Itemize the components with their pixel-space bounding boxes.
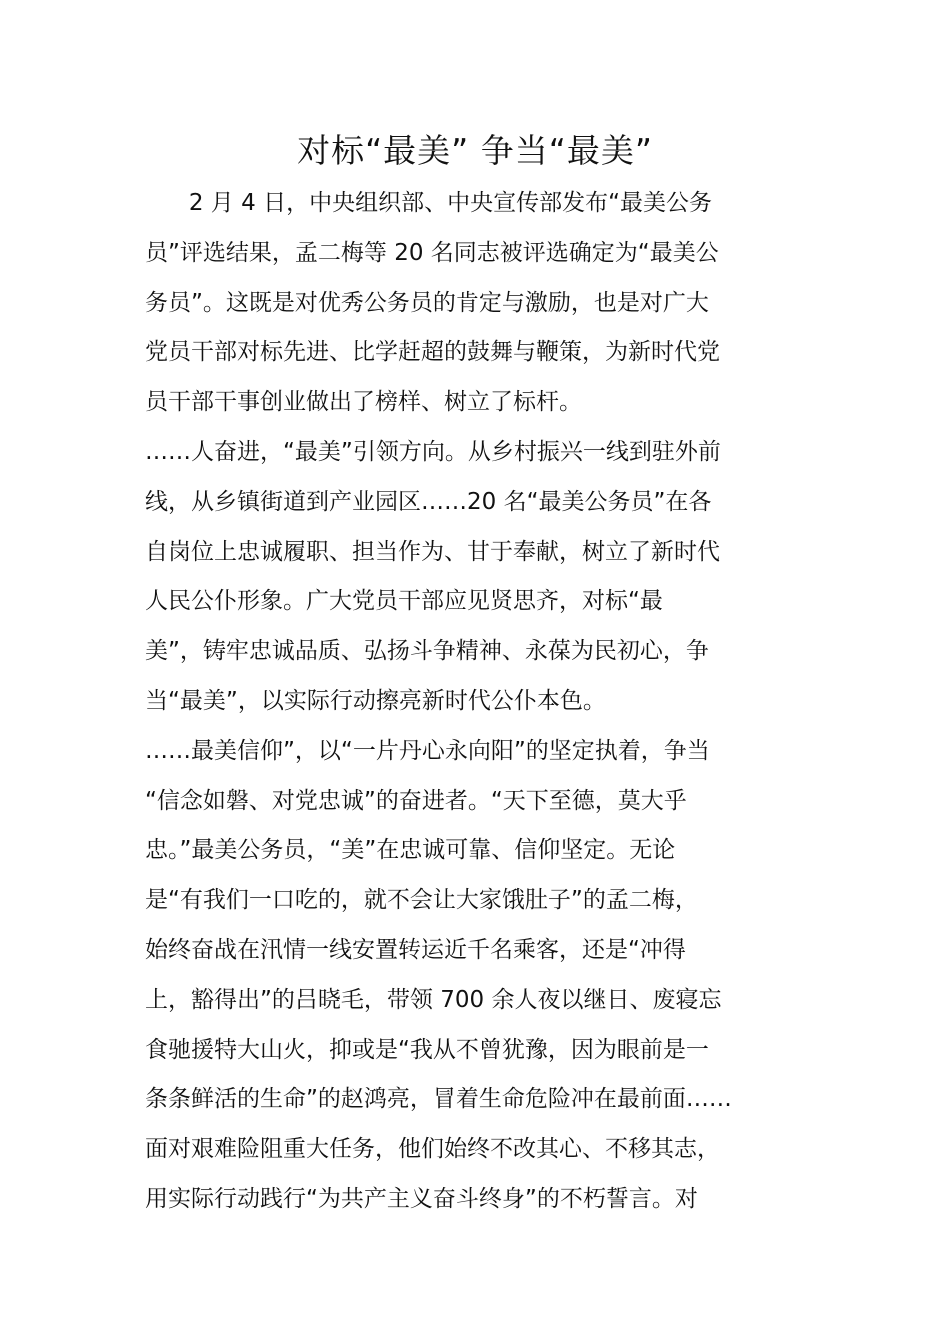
text-line: 食驰援特大山火，抑或是“我从不曾犹豫，因为眼前是一 — [145, 1036, 709, 1063]
text-line: 务员”。这既是对优秀公务员的肯定与激励，也是对广大 — [145, 289, 709, 316]
text-line: ……最美信仰”，以“一片丹心永向阳”的坚定执着，争当 — [145, 737, 710, 764]
text-line: 上，豁得出”的吕晓毛，带领 700 余人夜以继日、废寝忘 — [145, 986, 722, 1013]
text-line: 美”，铸牢忠诚品质、弘扬斗争精神、永葆为民初心，争 — [145, 638, 709, 665]
text-line: 党员干部对标先进、比学赶超的鼓舞与鞭策，为新时代党 — [145, 339, 720, 366]
text-line: 2 月 4 日，中央组织部、中央宣传部发布“最美公务 — [145, 190, 712, 216]
text-line: 线，从乡镇街道到产业园区……20 名“最美公务员”在各 — [145, 488, 712, 515]
text-line: 是“有我们一口吃的，就不会让大家饿肚子”的孟二梅， — [145, 887, 698, 914]
text-line: 忠。”最美公务员，“美”在忠诚可靠、信仰坚定。无论 — [145, 837, 676, 864]
text-line: 员”评选结果，孟二梅等 20 名同志被评选确定为“最美公 — [145, 239, 719, 266]
text-line: 始终奋战在汛情一线安置转运近千名乘客，还是“冲得 — [145, 936, 686, 963]
text-line: 人民公仆形象。广大党员干部应见贤思齐，对标“最 — [145, 588, 663, 615]
document-title: 对标“最美” 争当“最美” — [297, 131, 653, 170]
text-line: 员干部干事创业做出了榜样、树立了标杆。 — [145, 389, 582, 416]
text-line: “信念如磐、对党忠诚”的奋进者。“天下至德，莫大乎 — [145, 787, 687, 814]
text-line: 条条鲜活的生命”的赵鸿亮，冒着生命危险冲在最前面…… — [145, 1086, 732, 1113]
text-line: 用实际行动践行“为共产主义奋斗终身”的不朽誓言。对 — [145, 1185, 698, 1212]
document-body — [145, 179, 809, 1225]
text-line: 当“最美”，以实际行动擦亮新时代公仆本色。 — [145, 687, 606, 714]
text-line: ……人奋进，“最美”引领方向。从乡村振兴一线到驻外前 — [145, 438, 721, 465]
text-line: 面对艰难险阻重大任务，他们始终不改其心、不移其志， — [145, 1136, 720, 1163]
text-line: 自岗位上忠诚履职、担当作为、甘于奉献，树立了新时代 — [145, 538, 720, 565]
